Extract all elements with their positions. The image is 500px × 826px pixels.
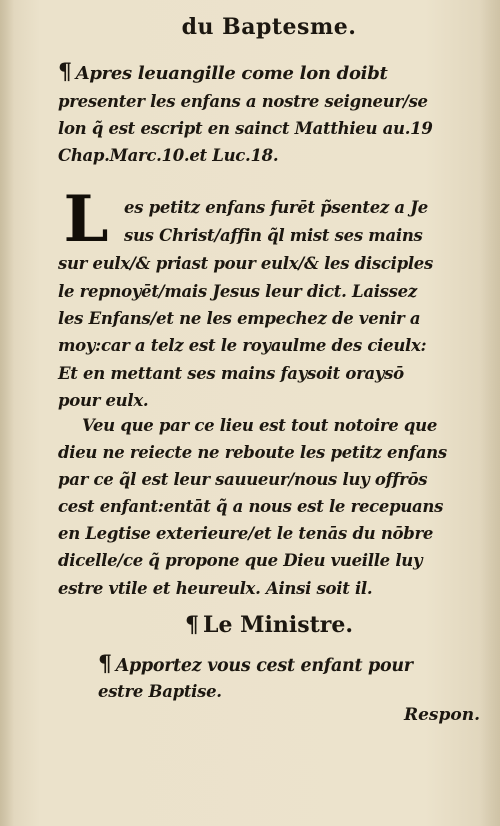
body-line-11: par ce q̃l est leur sauueur/nous luy offrōs: [58, 470, 428, 489]
body-line-8: pour eulx.: [58, 391, 149, 410]
body-line-13: en Legtise exterieure/et le tenās du nōbre: [58, 524, 434, 543]
minister-line-1-text: Apportez vous cest enfant pour: [115, 656, 413, 676]
intro-line-3: lon q̃ est escript en sainct Matthieu au.19: [58, 119, 433, 138]
minister-line-2: estre Baptise.: [98, 682, 222, 701]
running-head: du Baptesme.: [181, 14, 357, 40]
body-line-15: estre vtile et heureulx. Ainsi soit il.: [58, 579, 373, 598]
body-line-4: le repnoyēt/mais Jesus leur dict. Laissez: [58, 282, 417, 301]
pilcrow-icon: ¶: [58, 59, 72, 85]
page-gutter-right: [480, 0, 500, 826]
page-gutter-left: [0, 0, 14, 826]
body-line-7: Et en mettant ses mains faysoit oraysō: [58, 364, 404, 383]
section-heading: [58, 612, 480, 638]
body-line-2: sus Christ/affin q̃l mist ses mains: [124, 226, 423, 245]
drop-cap-letter: L: [63, 182, 109, 257]
body-line-10: dieu ne reiecte ne reboute les petitz enfans: [58, 443, 447, 462]
body-line-9: Veu que par ce lieu est tout notoire que: [82, 416, 438, 435]
intro-line-1-text: Apres leuangille come lon doibt: [75, 63, 388, 84]
intro-line-2: presenter les enfans a nostre seigneur/se: [58, 92, 428, 111]
intro-line-4: Chap.Marc.10.et Luc.18.: [58, 146, 279, 165]
pilcrow-icon: ¶: [185, 612, 199, 638]
pilcrow-icon: ¶: [98, 651, 112, 677]
body-line-5: les Enfans/et ne les empechez de venir a: [58, 309, 421, 328]
minister-line-1: [98, 651, 413, 677]
body-line-3: sur eulx/& priast pour eulx/& les disciples: [58, 254, 433, 273]
body-line-12: cest enfant:entāt q̃ a nous est le recepuans: [58, 497, 444, 516]
intro-line-1: [58, 59, 388, 85]
catchword: Respon.: [403, 705, 480, 725]
section-heading-text: Le Ministre.: [203, 612, 353, 638]
body-line-6: moy:car a telz est le royaulme des cieulx:: [58, 336, 427, 355]
body-line-1: es petitz enfans furēt p̃sentez a Je: [124, 198, 428, 217]
body-line-14: dicelle/ce q̃ propone que Dieu vueille luy: [58, 551, 423, 570]
